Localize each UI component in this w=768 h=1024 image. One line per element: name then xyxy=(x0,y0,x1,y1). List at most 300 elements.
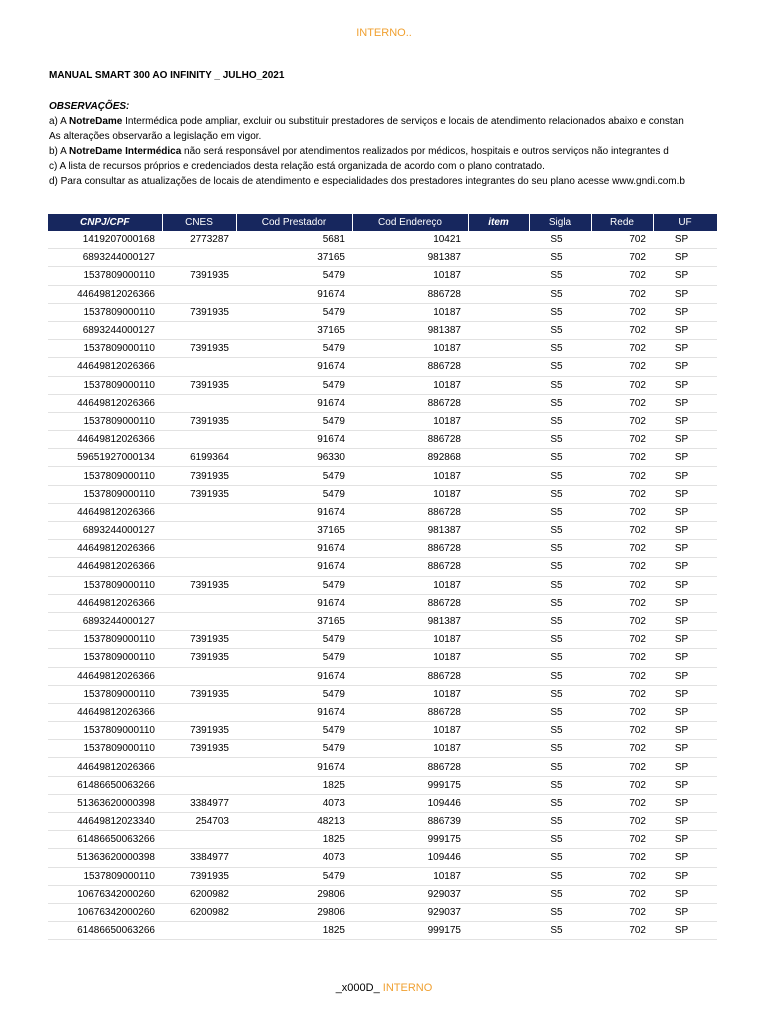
cell-cod-endereco: 886728 xyxy=(352,358,468,376)
observations-block xyxy=(49,99,718,189)
cell-cnpj: 1537809000110 xyxy=(48,649,162,667)
cell-cnes: 7391935 xyxy=(162,722,236,740)
cell-rede: 702 xyxy=(591,740,653,758)
cell-cod-endereco: 981387 xyxy=(352,612,468,630)
cell-cnpj: 1537809000110 xyxy=(48,722,162,740)
observation-d: d) Para consultar as atualizações de locais de atendimento e especialidades dos prestadores integrantes do seu plano acesse www.gndi.com.b xyxy=(49,176,685,187)
cell-cod-endereco: 886728 xyxy=(352,503,468,521)
cell-cod-endereco: 981387 xyxy=(352,522,468,540)
table-row xyxy=(48,340,717,358)
cell-cnpj: 1537809000110 xyxy=(48,576,162,594)
cell-cnpj: 44649812026366 xyxy=(48,394,162,412)
cell-cnes: 7391935 xyxy=(162,649,236,667)
cell-cnpj: 44649812026366 xyxy=(48,758,162,776)
cell-cod-prestador: 91674 xyxy=(236,558,352,576)
cell-uf: SP xyxy=(653,631,717,649)
cell-cod-prestador: 37165 xyxy=(236,249,352,267)
cell-cnpj: 10676342000260 xyxy=(48,885,162,903)
providers-table xyxy=(48,214,718,940)
cell-rede: 702 xyxy=(591,358,653,376)
table-row xyxy=(48,285,717,303)
col-header-cod-prestador: Cod Prestador xyxy=(236,214,352,231)
cell-cnpj: 44649812026366 xyxy=(48,558,162,576)
cell-cnpj: 1537809000110 xyxy=(48,340,162,358)
cell-cnpj: 6893244000127 xyxy=(48,321,162,339)
cell-uf: SP xyxy=(653,267,717,285)
page-footer xyxy=(0,982,768,994)
cell-rede: 702 xyxy=(591,649,653,667)
cell-sigla: S5 xyxy=(529,358,591,376)
cell-cod-prestador: 91674 xyxy=(236,703,352,721)
cell-sigla: S5 xyxy=(529,813,591,831)
cell-uf: SP xyxy=(653,685,717,703)
cell-uf: SP xyxy=(653,776,717,794)
cell-cod-endereco: 999175 xyxy=(352,831,468,849)
cell-cod-endereco: 10187 xyxy=(352,485,468,503)
cell-cod-endereco: 886728 xyxy=(352,594,468,612)
table-row xyxy=(48,467,717,485)
observations-heading: OBSERVAÇÕES: xyxy=(49,101,130,112)
table-row xyxy=(48,522,717,540)
cell-cnes xyxy=(162,703,236,721)
cell-cod-endereco: 886728 xyxy=(352,558,468,576)
cell-sigla: S5 xyxy=(529,285,591,303)
cell-cnpj: 6893244000127 xyxy=(48,249,162,267)
cell-sigla: S5 xyxy=(529,431,591,449)
cell-rede: 702 xyxy=(591,885,653,903)
cell-cod-endereco: 10187 xyxy=(352,685,468,703)
cell-cod-prestador: 5479 xyxy=(236,303,352,321)
col-header-sigla: Sigla xyxy=(529,214,591,231)
cell-sigla: S5 xyxy=(529,485,591,503)
cell-item xyxy=(468,303,529,321)
cell-uf: SP xyxy=(653,612,717,630)
cell-cnes: 254703 xyxy=(162,813,236,831)
cell-rede: 702 xyxy=(591,558,653,576)
cell-cod-endereco: 109446 xyxy=(352,849,468,867)
col-header-uf: UF xyxy=(653,214,717,231)
cell-cod-endereco: 886728 xyxy=(352,394,468,412)
cell-sigla: S5 xyxy=(529,922,591,940)
cell-uf: SP xyxy=(653,303,717,321)
observation-a2: As alterações observarão a legislação em vigor. xyxy=(49,131,262,142)
cell-item xyxy=(468,558,529,576)
classification-label: INTERNO.. xyxy=(356,27,412,39)
cell-rede: 702 xyxy=(591,758,653,776)
cell-cnes: 6199364 xyxy=(162,449,236,467)
brand-name: NotreDame Intermédica xyxy=(69,146,182,157)
cell-cnes: 7391935 xyxy=(162,412,236,430)
cell-uf: SP xyxy=(653,794,717,812)
cell-sigla: S5 xyxy=(529,849,591,867)
cell-rede: 702 xyxy=(591,267,653,285)
cell-cnpj: 44649812026366 xyxy=(48,703,162,721)
cell-cod-endereco: 10421 xyxy=(352,231,468,249)
cell-cod-prestador: 5479 xyxy=(236,412,352,430)
cell-rede: 702 xyxy=(591,485,653,503)
cell-cnpj: 59651927000134 xyxy=(48,449,162,467)
cell-cod-prestador: 4073 xyxy=(236,849,352,867)
cell-sigla: S5 xyxy=(529,576,591,594)
cell-sigla: S5 xyxy=(529,540,591,558)
cell-cnes: 7391935 xyxy=(162,267,236,285)
cell-cnpj: 1537809000110 xyxy=(48,467,162,485)
cell-cod-prestador: 1825 xyxy=(236,776,352,794)
table-row xyxy=(48,540,717,558)
table-row xyxy=(48,703,717,721)
cell-rede: 702 xyxy=(591,813,653,831)
cell-uf: SP xyxy=(653,667,717,685)
cell-cod-endereco: 10187 xyxy=(352,340,468,358)
cell-item xyxy=(468,740,529,758)
cell-sigla: S5 xyxy=(529,776,591,794)
cell-uf: SP xyxy=(653,922,717,940)
cell-cnpj: 1537809000110 xyxy=(48,631,162,649)
cell-cod-endereco: 886728 xyxy=(352,703,468,721)
cell-cod-prestador: 91674 xyxy=(236,540,352,558)
cell-cnpj: 44649812026366 xyxy=(48,594,162,612)
cell-rede: 702 xyxy=(591,849,653,867)
cell-rede: 702 xyxy=(591,467,653,485)
cell-item xyxy=(468,340,529,358)
table-row xyxy=(48,722,717,740)
cell-cnes xyxy=(162,249,236,267)
cell-uf: SP xyxy=(653,485,717,503)
cell-item xyxy=(468,722,529,740)
cell-item xyxy=(468,394,529,412)
observation-a: a) A NotreDame Intermédica pode ampliar, excluir ou substituir prestadores de serviços e locais de atendimento relacionados abaixo e constan xyxy=(49,116,684,127)
cell-cod-endereco: 10187 xyxy=(352,303,468,321)
cell-sigla: S5 xyxy=(529,522,591,540)
cell-cod-endereco: 109446 xyxy=(352,794,468,812)
cell-item xyxy=(468,776,529,794)
cell-sigla: S5 xyxy=(529,558,591,576)
document-title: MANUAL SMART 300 AO INFINITY _ JULHO_2021 xyxy=(49,70,285,81)
table-row xyxy=(48,740,717,758)
cell-item xyxy=(468,485,529,503)
cell-item xyxy=(468,885,529,903)
cell-uf: SP xyxy=(653,340,717,358)
cell-uf: SP xyxy=(653,867,717,885)
cell-cod-endereco: 886728 xyxy=(352,667,468,685)
cell-cod-prestador: 5479 xyxy=(236,267,352,285)
cell-cnpj: 44649812026366 xyxy=(48,285,162,303)
cell-uf: SP xyxy=(653,412,717,430)
cell-cnes: 7391935 xyxy=(162,485,236,503)
cell-item xyxy=(468,594,529,612)
cell-cnes: 7391935 xyxy=(162,685,236,703)
cell-cod-endereco: 929037 xyxy=(352,903,468,921)
cell-sigla: S5 xyxy=(529,449,591,467)
brand-name: NotreDame xyxy=(69,116,123,127)
table-row xyxy=(48,631,717,649)
cell-sigla: S5 xyxy=(529,740,591,758)
cell-sigla: S5 xyxy=(529,867,591,885)
cell-cnes: 3384977 xyxy=(162,849,236,867)
cell-uf: SP xyxy=(653,649,717,667)
table-row xyxy=(48,376,717,394)
cell-cod-prestador: 96330 xyxy=(236,449,352,467)
cell-uf: SP xyxy=(653,285,717,303)
cell-sigla: S5 xyxy=(529,467,591,485)
table-row xyxy=(48,231,717,249)
cell-item xyxy=(468,685,529,703)
cell-cod-endereco: 886728 xyxy=(352,431,468,449)
cell-rede: 702 xyxy=(591,321,653,339)
table-body xyxy=(48,231,717,940)
cell-item xyxy=(468,467,529,485)
cell-cnpj: 6893244000127 xyxy=(48,522,162,540)
cell-rede: 702 xyxy=(591,340,653,358)
cell-cod-endereco: 886728 xyxy=(352,540,468,558)
cell-item xyxy=(468,412,529,430)
cell-item xyxy=(468,794,529,812)
cell-cnpj: 1537809000110 xyxy=(48,303,162,321)
table-row xyxy=(48,449,717,467)
col-header-cod-endereco: Cod Endereço xyxy=(352,214,468,231)
cell-rede: 702 xyxy=(591,376,653,394)
table-row xyxy=(48,594,717,612)
cell-item xyxy=(468,376,529,394)
cell-uf: SP xyxy=(653,703,717,721)
cell-cnes xyxy=(162,285,236,303)
cell-cnes: 7391935 xyxy=(162,576,236,594)
cell-rede: 702 xyxy=(591,867,653,885)
table-row xyxy=(48,685,717,703)
cell-cnes: 3384977 xyxy=(162,794,236,812)
cell-cod-prestador: 37165 xyxy=(236,522,352,540)
cell-cnpj: 1537809000110 xyxy=(48,267,162,285)
cell-sigla: S5 xyxy=(529,758,591,776)
cell-item xyxy=(468,503,529,521)
cell-item xyxy=(468,612,529,630)
cell-cnes xyxy=(162,776,236,794)
table-row xyxy=(48,903,717,921)
cell-rede: 702 xyxy=(591,685,653,703)
cell-cod-prestador: 91674 xyxy=(236,394,352,412)
cell-sigla: S5 xyxy=(529,376,591,394)
cell-sigla: S5 xyxy=(529,794,591,812)
cell-rede: 702 xyxy=(591,594,653,612)
cell-item xyxy=(468,813,529,831)
cell-cod-endereco: 10187 xyxy=(352,376,468,394)
cell-rede: 702 xyxy=(591,394,653,412)
cell-cod-prestador: 5479 xyxy=(236,485,352,503)
table-row xyxy=(48,649,717,667)
cell-sigla: S5 xyxy=(529,667,591,685)
cell-cnes xyxy=(162,394,236,412)
cell-item xyxy=(468,522,529,540)
cell-rede: 702 xyxy=(591,631,653,649)
cell-sigla: S5 xyxy=(529,267,591,285)
table-row xyxy=(48,267,717,285)
cell-cod-prestador: 1825 xyxy=(236,831,352,849)
cell-rede: 702 xyxy=(591,831,653,849)
cell-cnes: 7391935 xyxy=(162,867,236,885)
cell-cod-prestador: 5479 xyxy=(236,576,352,594)
cell-cnes xyxy=(162,358,236,376)
col-header-item: item xyxy=(468,214,529,231)
cell-cnes xyxy=(162,540,236,558)
cell-cnes xyxy=(162,922,236,940)
cell-cnes: 7391935 xyxy=(162,340,236,358)
cell-cnes: 7391935 xyxy=(162,467,236,485)
cell-sigla: S5 xyxy=(529,685,591,703)
cell-cod-prestador: 29806 xyxy=(236,903,352,921)
cell-item xyxy=(468,631,529,649)
cell-rede: 702 xyxy=(591,412,653,430)
cell-uf: SP xyxy=(653,813,717,831)
cell-sigla: S5 xyxy=(529,249,591,267)
cell-cnes: 6200982 xyxy=(162,885,236,903)
cell-cnes: 7391935 xyxy=(162,303,236,321)
table-row xyxy=(48,558,717,576)
table-row xyxy=(48,922,717,940)
cell-cnes xyxy=(162,558,236,576)
cell-cod-endereco: 886728 xyxy=(352,758,468,776)
cell-uf: SP xyxy=(653,885,717,903)
cell-cnpj: 44649812023340 xyxy=(48,813,162,831)
table-row xyxy=(48,813,717,831)
cell-cod-endereco: 886728 xyxy=(352,285,468,303)
cell-item xyxy=(468,758,529,776)
cell-item xyxy=(468,849,529,867)
cell-cod-prestador: 5479 xyxy=(236,685,352,703)
cell-rede: 702 xyxy=(591,540,653,558)
cell-cnes xyxy=(162,431,236,449)
cell-cod-prestador: 37165 xyxy=(236,321,352,339)
cell-sigla: S5 xyxy=(529,303,591,321)
cell-cod-prestador: 5479 xyxy=(236,649,352,667)
cell-uf: SP xyxy=(653,831,717,849)
cell-sigla: S5 xyxy=(529,594,591,612)
cell-cod-endereco: 10187 xyxy=(352,467,468,485)
cell-cod-prestador: 91674 xyxy=(236,758,352,776)
cell-sigla: S5 xyxy=(529,885,591,903)
cell-rede: 702 xyxy=(591,431,653,449)
cell-uf: SP xyxy=(653,321,717,339)
cell-cod-endereco: 999175 xyxy=(352,922,468,940)
table-row xyxy=(48,867,717,885)
cell-cnpj: 61486650063266 xyxy=(48,922,162,940)
cell-cod-prestador: 5479 xyxy=(236,376,352,394)
table-header-row xyxy=(48,214,717,231)
cell-item xyxy=(468,576,529,594)
table-row xyxy=(48,667,717,685)
cell-cod-endereco: 10187 xyxy=(352,867,468,885)
cell-item xyxy=(468,285,529,303)
cell-sigla: S5 xyxy=(529,903,591,921)
cell-rede: 702 xyxy=(591,703,653,721)
cell-cod-prestador: 5479 xyxy=(236,631,352,649)
cell-uf: SP xyxy=(653,594,717,612)
cell-uf: SP xyxy=(653,903,717,921)
cell-item xyxy=(468,249,529,267)
cell-cnes xyxy=(162,503,236,521)
cell-uf: SP xyxy=(653,540,717,558)
cell-rede: 702 xyxy=(591,503,653,521)
cell-cod-prestador: 91674 xyxy=(236,667,352,685)
cell-uf: SP xyxy=(653,376,717,394)
cell-uf: SP xyxy=(653,558,717,576)
cell-cod-prestador: 4073 xyxy=(236,794,352,812)
cell-cnpj: 51363620000398 xyxy=(48,849,162,867)
cell-item xyxy=(468,667,529,685)
cell-cnpj: 1537809000110 xyxy=(48,740,162,758)
cell-cod-endereco: 10187 xyxy=(352,631,468,649)
table-row xyxy=(48,831,717,849)
cell-rede: 702 xyxy=(591,722,653,740)
cell-uf: SP xyxy=(653,231,717,249)
cell-cnpj: 44649812026366 xyxy=(48,358,162,376)
cell-rede: 702 xyxy=(591,285,653,303)
observation-c: c) A lista de recursos próprios e credenciados desta relação está organizada de acordo com o plano contratado. xyxy=(49,161,545,172)
cell-uf: SP xyxy=(653,576,717,594)
cell-cnes: 7391935 xyxy=(162,740,236,758)
cell-cod-endereco: 10187 xyxy=(352,649,468,667)
cell-rede: 702 xyxy=(591,794,653,812)
cell-sigla: S5 xyxy=(529,831,591,849)
cell-cod-endereco: 10187 xyxy=(352,267,468,285)
table-row xyxy=(48,431,717,449)
cell-cod-prestador: 5479 xyxy=(236,722,352,740)
cell-uf: SP xyxy=(653,467,717,485)
footer-code: _x000D_ xyxy=(335,982,380,994)
cell-item xyxy=(468,903,529,921)
cell-sigla: S5 xyxy=(529,612,591,630)
table-row xyxy=(48,249,717,267)
cell-uf: SP xyxy=(653,431,717,449)
table-row xyxy=(48,612,717,630)
cell-cnes xyxy=(162,667,236,685)
cell-sigla: S5 xyxy=(529,722,591,740)
cell-cnpj: 1537809000110 xyxy=(48,685,162,703)
cell-cod-endereco: 10187 xyxy=(352,576,468,594)
cell-item xyxy=(468,267,529,285)
cell-cod-endereco: 10187 xyxy=(352,740,468,758)
cell-item xyxy=(468,431,529,449)
cell-cod-endereco: 892868 xyxy=(352,449,468,467)
cell-rede: 702 xyxy=(591,303,653,321)
cell-cnpj: 6893244000127 xyxy=(48,612,162,630)
cell-cnes: 2773287 xyxy=(162,231,236,249)
cell-cod-prestador: 91674 xyxy=(236,358,352,376)
cell-sigla: S5 xyxy=(529,649,591,667)
cell-cnes: 7391935 xyxy=(162,631,236,649)
cell-item xyxy=(468,703,529,721)
table-row xyxy=(48,503,717,521)
cell-uf: SP xyxy=(653,449,717,467)
cell-cod-prestador: 29806 xyxy=(236,885,352,903)
cell-cnpj: 51363620000398 xyxy=(48,794,162,812)
cell-cod-prestador: 91674 xyxy=(236,594,352,612)
cell-sigla: S5 xyxy=(529,631,591,649)
cell-rede: 702 xyxy=(591,667,653,685)
cell-cnpj: 44649812026366 xyxy=(48,540,162,558)
table-row xyxy=(48,776,717,794)
table-row xyxy=(48,321,717,339)
cell-uf: SP xyxy=(653,740,717,758)
cell-cnpj: 61486650063266 xyxy=(48,776,162,794)
table-row xyxy=(48,758,717,776)
cell-cod-prestador: 91674 xyxy=(236,503,352,521)
cell-cod-prestador: 37165 xyxy=(236,612,352,630)
cell-cod-prestador: 91674 xyxy=(236,431,352,449)
table-row xyxy=(48,394,717,412)
cell-item xyxy=(468,831,529,849)
cell-rede: 702 xyxy=(591,903,653,921)
cell-item xyxy=(468,358,529,376)
